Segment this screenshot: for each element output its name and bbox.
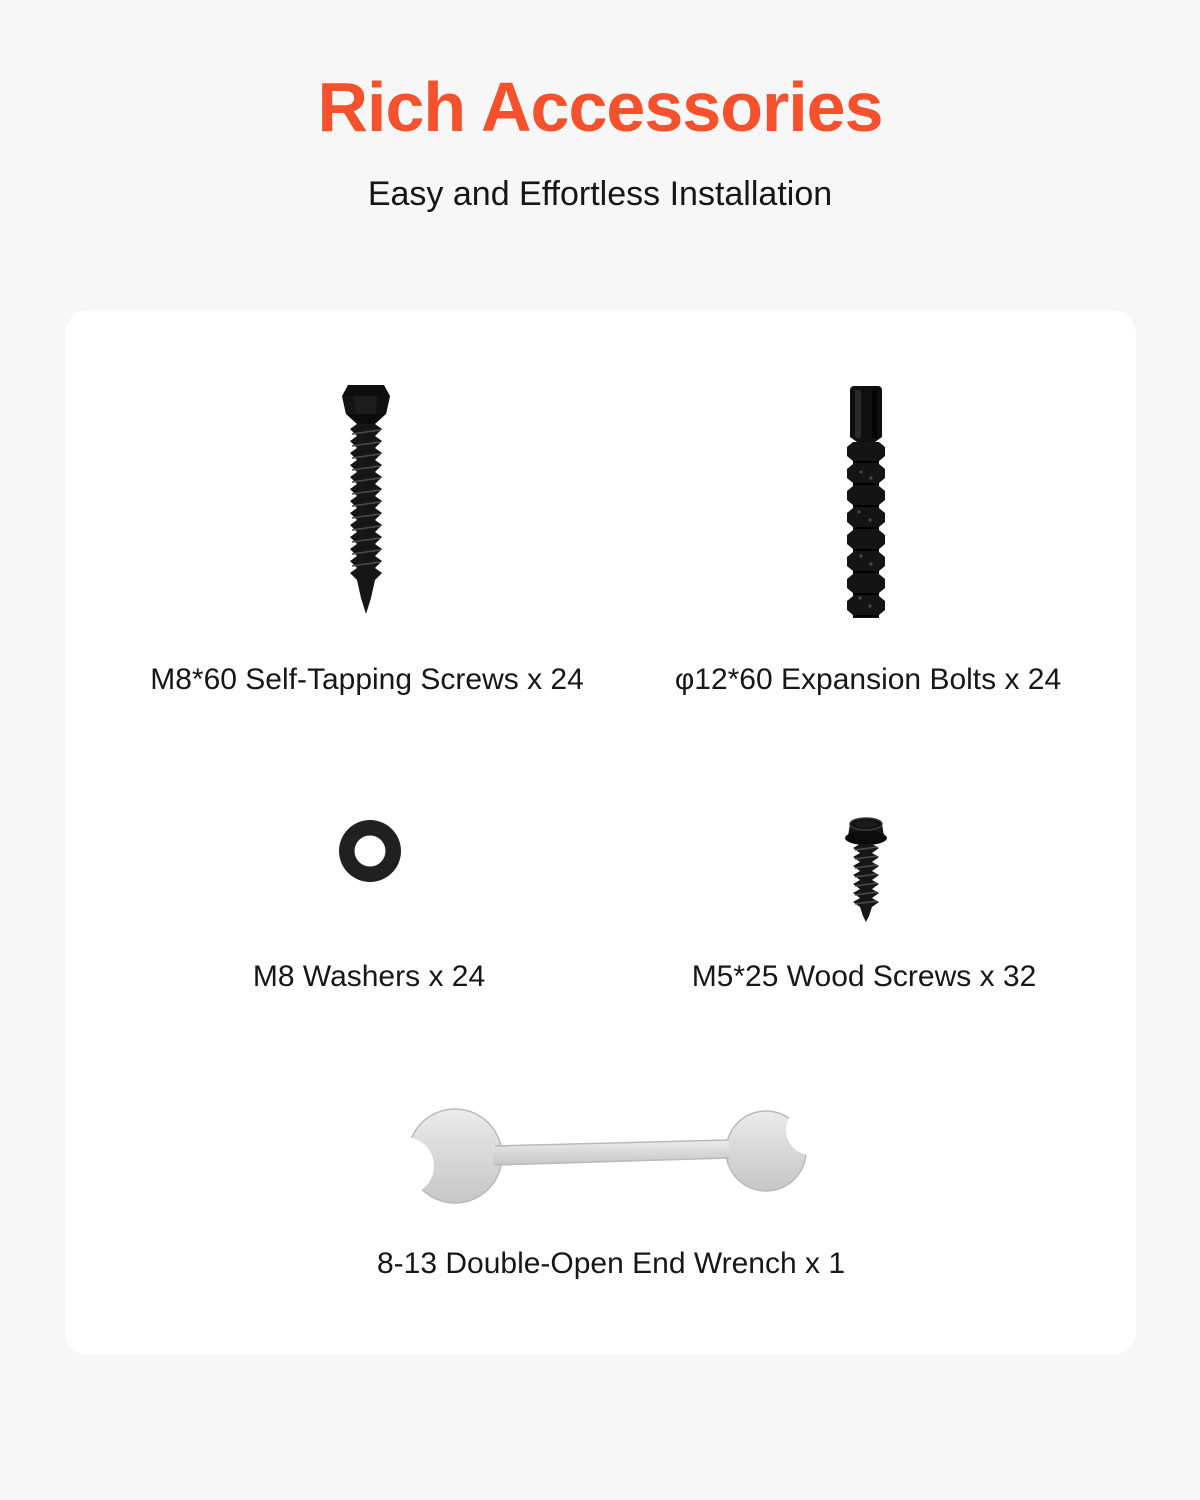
- wood-screws-label: M5*25 Wood Screws x 32: [691, 960, 1037, 993]
- expansion-bolt-icon: [843, 384, 889, 624]
- page-title: Rich Accessories: [317, 68, 883, 146]
- accessories-card: [65, 310, 1136, 1355]
- wrench-label: 8-13 Double-Open End Wrench x 1: [376, 1247, 846, 1280]
- wood-screw-icon: [839, 812, 893, 924]
- hex-head-screw-icon: [335, 383, 397, 619]
- wrench-icon: [395, 1102, 825, 1207]
- page-subtitle: Easy and Effortless Installation: [367, 175, 833, 213]
- washer-icon: [338, 819, 402, 883]
- self-tapping-screws-label: M8*60 Self-Tapping Screws x 24: [150, 663, 584, 696]
- washers-label: M8 Washers x 24: [252, 960, 486, 993]
- expansion-bolts-label: φ12*60 Expansion Bolts x 24: [674, 663, 1062, 696]
